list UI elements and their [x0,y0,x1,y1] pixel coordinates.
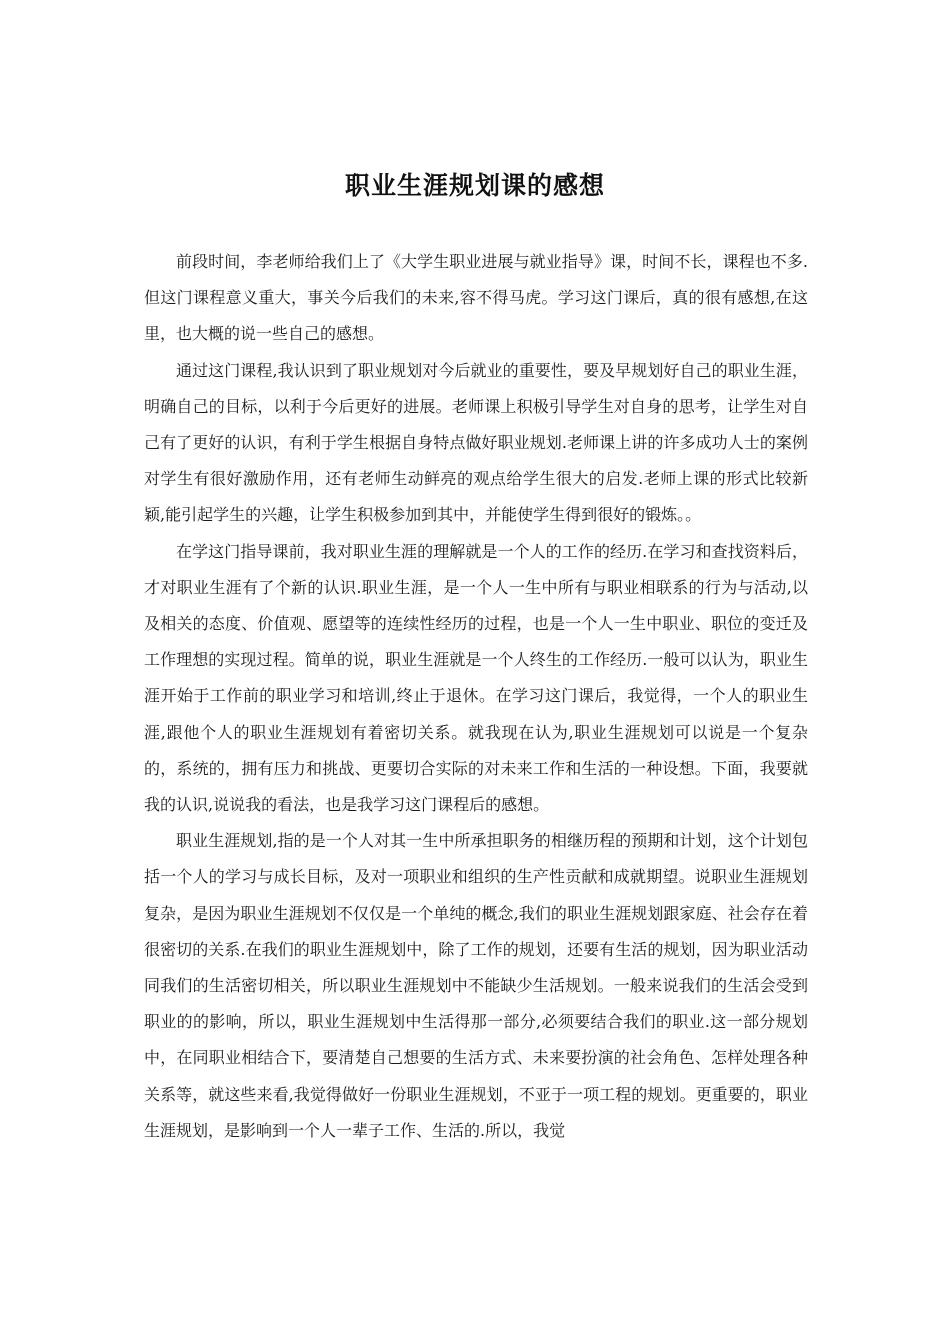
document-body [144,244,808,1149]
paragraph-4: 职业生涯规划,指的是一个人对其一生中所承担职务的相继历程的预期和计划，这个计划包括一个人的学习与成长目标，及对一项职业和组织的生产性贡献和成就期望。说职业生涯规划复杂，是因为职业生涯规划不仅仅是一个单纯的概念,我们的职业生涯规划跟家庭、社会存在着很密切的关系.在我们的职业生涯规划中，除了工作的规划，还要有生活的规划，因为职业活动同我们的生活密切相关，所以职业生涯规划中不能缺少生活规划。一般来说我们的生活会受到职业的的影响，所以，职业生涯规划中生活得那一部分,必须要结合我们的职业.这一部分规划中，在同职业相结合下，要清楚自己想要的生活方式、未来要扮演的社会角色、怎样处理各种关系等，就这些来看,我觉得做好一份职业生涯规划，不亚于一项工程的规划。更重要的，职业生涯规划，是影响到一个人一辈子工作、生活的.所以，我觉 [144,831,808,1140]
document-title: 职业生涯规划课的感想 [344,171,605,200]
paragraph-2: 通过这门课程,我认识到了职业规划对今后就业的重要性，要及早规划好自己的职业生涯，明确自己的目标，以利于今后更好的进展。老师课上积极引导学生对自身的思考，让学生对自己有了更好的认识，有利于学生根据自身特点做好职业规划.老师课上讲的许多成功人士的案例对学生有很好激励作用，还有老师生动鲜亮的观点给学生很大的启发.老师上课的形式比较新颖,能引起学生的兴趣，让学生积极参加到其中，并能使学生得到很好的锻炼。。 [144,360,808,525]
paragraph-1: 前段时间，李老师给我们上了《大学生职业进展与就业指导》课，时间不长，课程也不多.但这门课程意义重大，事关今后我们的未来,容不得马虎。学习这门课后，真的很有感想,在这里，也大概的说一些自己的感想。 [144,252,808,344]
paragraph-3: 在学这门指导课前，我对职业生涯的理解就是一个人的工作的经历.在学习和查找资料后，才对职业生涯有了个新的认识.职业生涯，是一个人一生中所有与职业相联系的行为与活动,以及相关的态度、价值观、愿望等的连续性经历的过程，也是一个人一生中职业、职位的变迁及工作理想的实现过程。简单的说，职业生涯就是一个人终生的工作经历.一般可以认为，职业生涯开始于工作前的职业学习和培训,终止于退休。在学习这门课后，我觉得，一个人的职业生涯,跟他个人的职业生涯规划有着密切关系。就我现在认为,职业生涯规划可以说是一个复杂的，系统的，拥有压力和挑战、更要切合实际的对未来工作和生活的一种设想。下面，我要就我的认识,说说我的看法，也是我学习这门课程后的感想。 [144,541,808,815]
